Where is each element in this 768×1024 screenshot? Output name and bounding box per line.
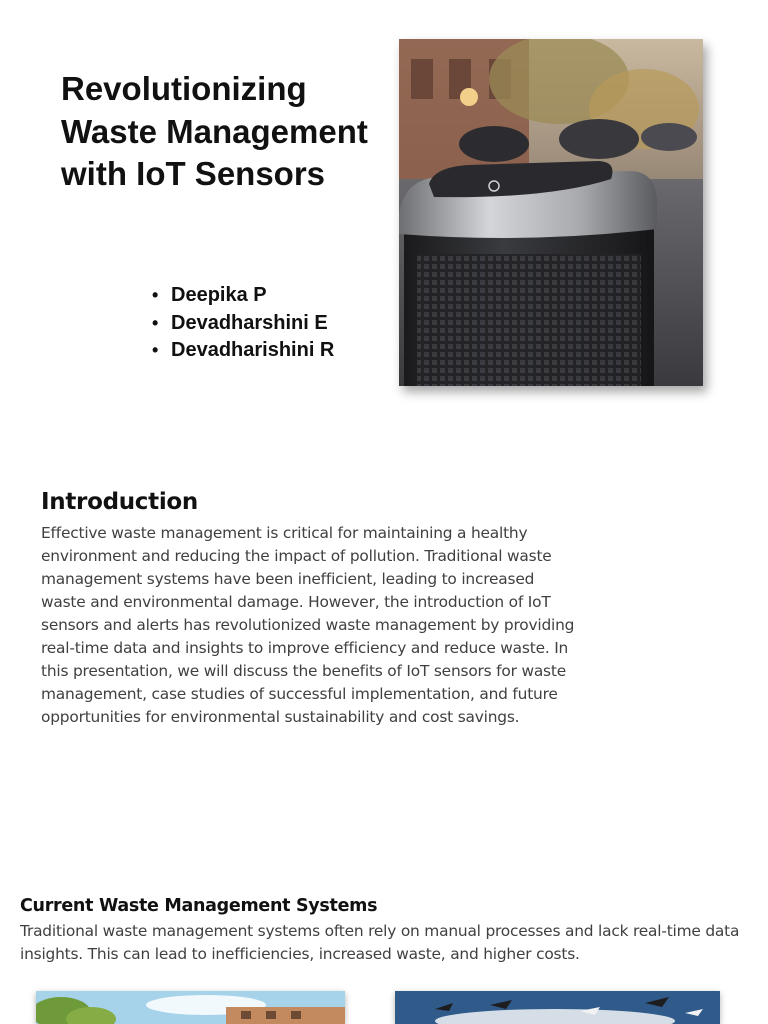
page-title: Revolutionizing Waste Management with IoT Sensors	[61, 70, 368, 192]
author-list	[152, 282, 334, 365]
author-item: • Devadharishini R	[152, 337, 334, 365]
author-item: • Devadharshini E	[152, 310, 334, 338]
current-systems-heading: Current Waste Management Systems	[20, 896, 378, 916]
birds-sky-photo	[395, 991, 720, 1024]
current-systems-body: Traditional waste management systems often rely on manual processes and lack real-time data insights. This can lead to inefficiencies, increased waste, and higher costs.	[20, 922, 740, 963]
smart-bin-photo	[399, 39, 703, 386]
introduction-body: Effective waste management is critical for maintaining a healthy environment and reducing the impact of pollution. Traditional waste management systems have been inefficient, leading to increased waste and environmental damage. However, the introduction of IoT sensors and alerts has revolutionized waste management by providing real-time data and insights to improve efficiency and reduce waste. In this presentation, we will discuss the benefits of IoT sensors for waste management, case studies of successful implementation, and future opportunities for environmental sustainability and cost savings.	[41, 524, 575, 726]
author-item: • Deepika P	[152, 282, 334, 310]
introduction-heading: Introduction	[41, 489, 198, 515]
city-landscape-photo	[36, 991, 345, 1024]
